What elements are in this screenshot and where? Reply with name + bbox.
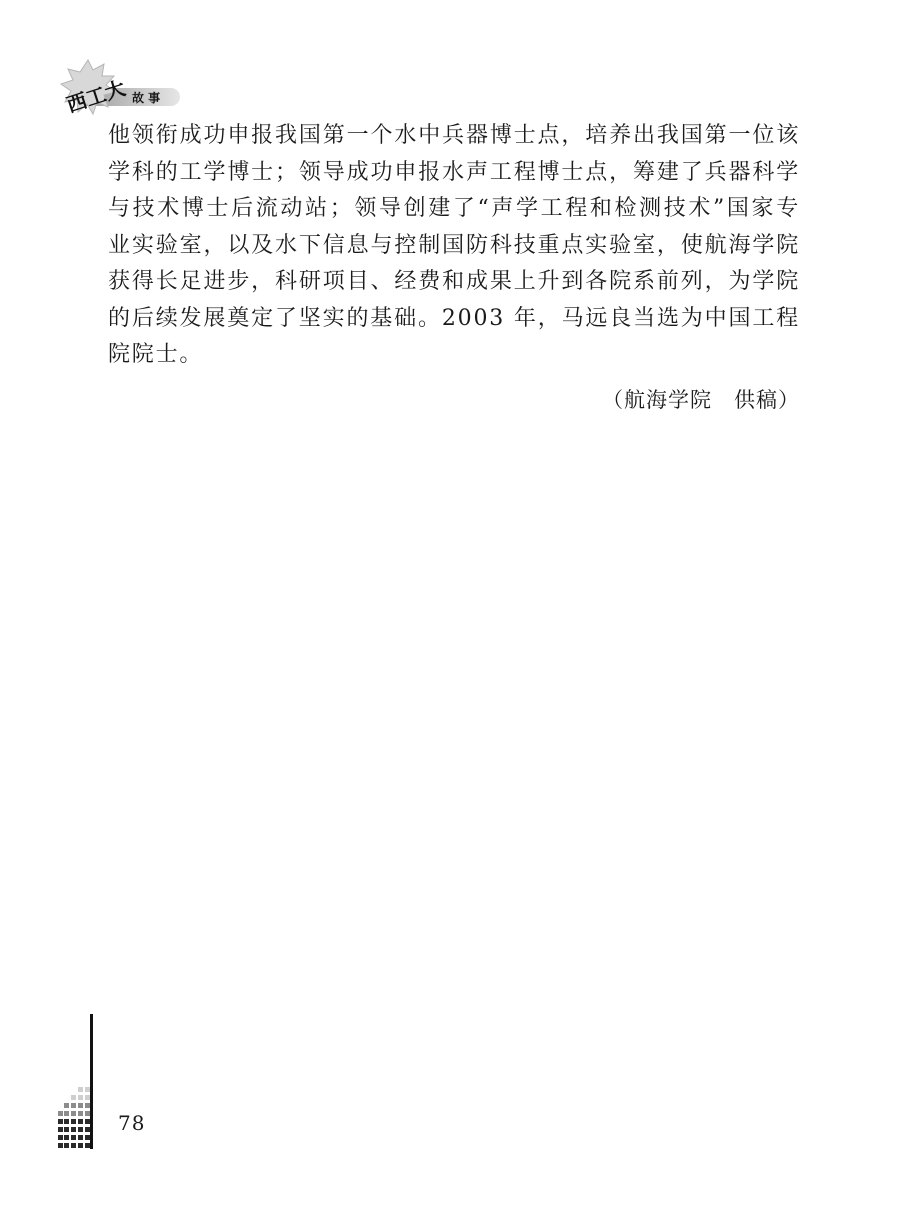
header-logo [58,58,183,120]
logo-text: 西工大 [63,75,129,118]
footer-dot-grid-icon [58,1085,92,1150]
credit-line: （航海学院 供稿） [602,388,800,412]
body-paragraph: 他领衔成功申报我国第一个水中兵器博士点，培养出我国第一位该学科的工学博士；领导成功申报水声工程博士点，筹建了兵器科学与技术博士后流动站；领导创建了“声学工程和检测技术”国家专业实验室，以及水下信息与控制国防科技重点实验室，使航海学院获得长足进步，科研项目、经费和成果上升到各院系前列，为学院的后续发展奠定了坚实的基础。2003 年，马远良当选为中国工程院院士。 [108,123,800,367]
article-body [108,118,800,374]
logo-subtitle: 故 事 [132,91,161,105]
page-number: 78 [118,1111,146,1135]
logo-badge-icon [58,58,183,120]
